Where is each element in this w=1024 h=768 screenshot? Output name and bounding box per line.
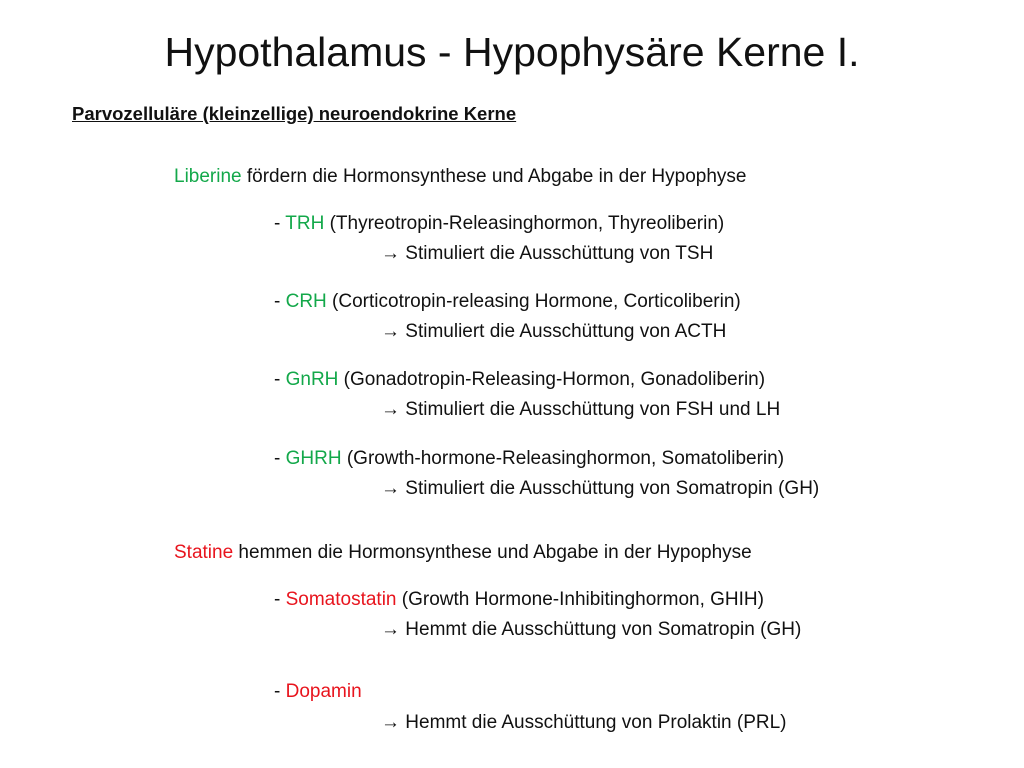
- hormone-effect-crh: → Stimuliert die Ausschüttung von ACTH: [381, 321, 727, 342]
- statine-description: hemmen die Hormonsynthese und Abgabe in der Hypophyse: [233, 542, 752, 563]
- hormone-effect-trh: → Stimuliert die Ausschüttung von TSH: [381, 243, 714, 264]
- slide-subtitle: Parvozelluläre (kleinzellige) neuroendokrine Kerne: [72, 103, 517, 124]
- hormone-full-name-gnrh: (Gonadotropin-Releasing-Hormon, Gonadoliberin): [338, 369, 766, 390]
- list-dash: -: [274, 369, 286, 390]
- hormone-name-crh: CRH: [285, 291, 327, 312]
- hormone-effect-somatostatin: → Hemmt die Ausschüttung von Somatropin (GH): [381, 619, 802, 640]
- list-dash: -: [274, 681, 286, 702]
- hormone-full-name-somatostatin: (Growth Hormone-Inhibitinghormon, GHIH): [396, 589, 764, 610]
- liberine-term: Liberine: [174, 166, 242, 187]
- hormone-item-dopamin: [274, 679, 362, 705]
- hormone-full-name-trh: (Thyreotropin-Releasinghormon, Thyreoliberin): [324, 213, 725, 234]
- hormone-name-gnrh: GnRH: [285, 369, 339, 390]
- list-dash: -: [274, 291, 286, 312]
- hormone-name-trh: TRH: [285, 213, 325, 234]
- statine-heading: [174, 540, 752, 566]
- hormone-name-somatostatin: Somatostatin: [285, 589, 397, 610]
- hormone-item-trh: [274, 211, 724, 237]
- list-dash: -: [274, 448, 286, 469]
- slide-title: Hypothalamus - Hypophysäre Kerne I.: [164, 29, 860, 75]
- hormone-effect-ghrh: → Stimuliert die Ausschüttung von Somatropin (GH): [381, 478, 820, 499]
- statine-term: Statine: [174, 542, 234, 563]
- liberine-heading: [174, 164, 746, 190]
- liberine-description: fördern die Hormonsynthese und Abgabe in der Hypophyse: [241, 166, 747, 187]
- hormone-full-name-crh: (Corticotropin-releasing Hormone, Corticoliberin): [326, 291, 741, 312]
- hormone-item-somatostatin: [274, 587, 764, 613]
- hormone-item-gnrh: [274, 367, 765, 393]
- list-dash: -: [274, 213, 286, 234]
- hormone-item-crh: [274, 289, 741, 315]
- hormone-item-ghrh: [274, 446, 784, 472]
- hormone-name-dopamin: Dopamin: [285, 681, 362, 702]
- list-dash: -: [274, 589, 286, 610]
- hormone-full-name-ghrh: (Growth-hormone-Releasinghormon, Somatoliberin): [341, 448, 785, 469]
- hormone-effect-dopamin: → Hemmt die Ausschüttung von Prolaktin (PRL): [381, 712, 787, 733]
- hormone-effect-gnrh: → Stimuliert die Ausschüttung von FSH und LH: [381, 399, 781, 420]
- hormone-name-ghrh: GHRH: [285, 448, 342, 469]
